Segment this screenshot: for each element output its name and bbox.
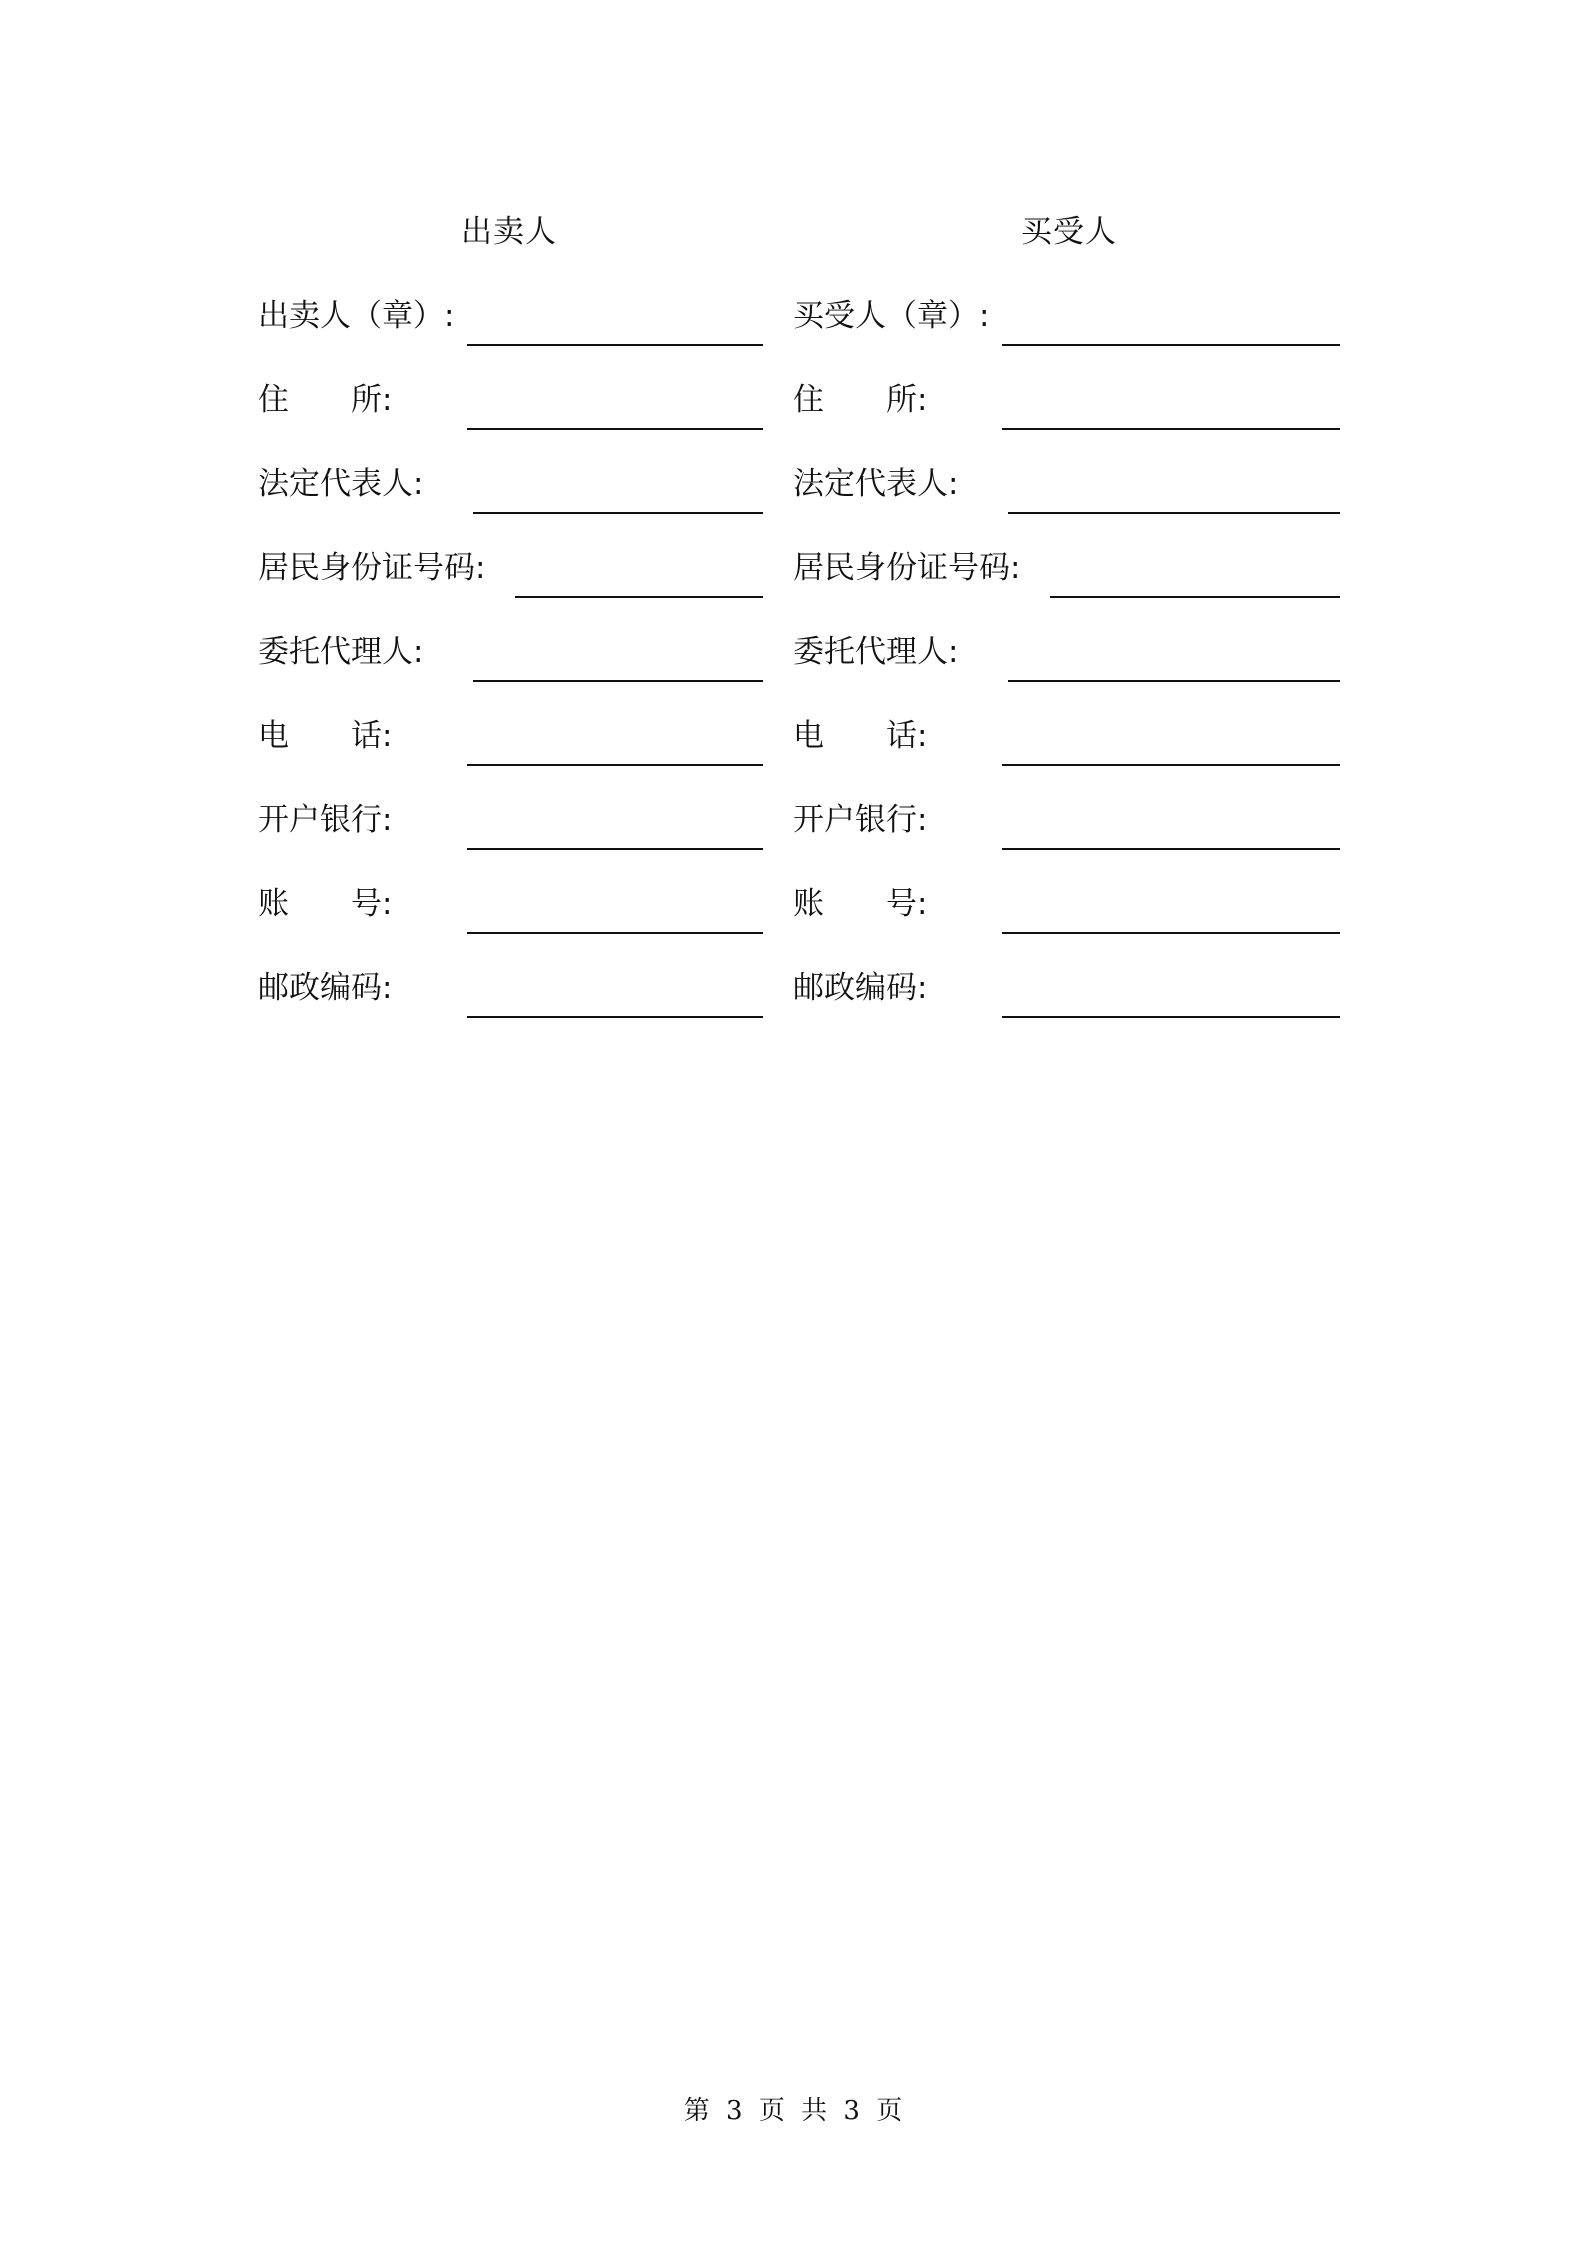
seller-agent-blank[interactable] [473, 680, 763, 682]
seller-legal-rep-blank[interactable] [473, 512, 763, 514]
buyer-address-blank[interactable] [1002, 428, 1340, 430]
field-label: 住 所: [258, 382, 393, 418]
buyer-legal-rep-blank[interactable] [1008, 512, 1340, 514]
buyer-postcode-blank[interactable] [1002, 1016, 1340, 1018]
buyer-account-blank[interactable] [1002, 932, 1340, 934]
seller-postcode-blank[interactable] [467, 1016, 763, 1018]
field-label: 买受人（章）: [793, 298, 990, 334]
field-label: 法定代表人: [258, 466, 424, 502]
seller-account-blank[interactable] [467, 932, 763, 934]
page-number: 第 3 页 共 3 页 [683, 2096, 903, 2126]
field-label: 开户银行: [793, 802, 928, 838]
field-label: 居民身份证号码: [793, 550, 1021, 586]
seller-heading: 出卖人 [461, 214, 557, 250]
field-label: 住 所: [793, 382, 928, 418]
field-label: 出卖人（章）: [258, 298, 455, 334]
field-label: 居民身份证号码: [258, 550, 486, 586]
buyer-seal-blank[interactable] [1002, 344, 1340, 346]
seller-bank-blank[interactable] [467, 848, 763, 850]
field-label: 法定代表人: [793, 466, 959, 502]
field-label: 电 话: [793, 718, 928, 754]
buyer-id-number-blank[interactable] [1050, 596, 1340, 598]
seller-phone-blank[interactable] [467, 764, 763, 766]
buyer-phone-blank[interactable] [1002, 764, 1340, 766]
field-label: 委托代理人: [793, 634, 959, 670]
buyer-heading: 买受人 [1021, 214, 1117, 250]
seller-seal-blank[interactable] [467, 344, 763, 346]
seller-address-blank[interactable] [467, 428, 763, 430]
field-label: 邮政编码: [793, 970, 928, 1006]
field-label: 委托代理人: [258, 634, 424, 670]
field-label: 账 号: [793, 886, 928, 922]
field-label: 电 话: [258, 718, 393, 754]
buyer-agent-blank[interactable] [1008, 680, 1340, 682]
field-label: 邮政编码: [258, 970, 393, 1006]
seller-id-number-blank[interactable] [515, 596, 763, 598]
buyer-bank-blank[interactable] [1002, 848, 1340, 850]
field-label: 开户银行: [258, 802, 393, 838]
field-label: 账 号: [258, 886, 393, 922]
